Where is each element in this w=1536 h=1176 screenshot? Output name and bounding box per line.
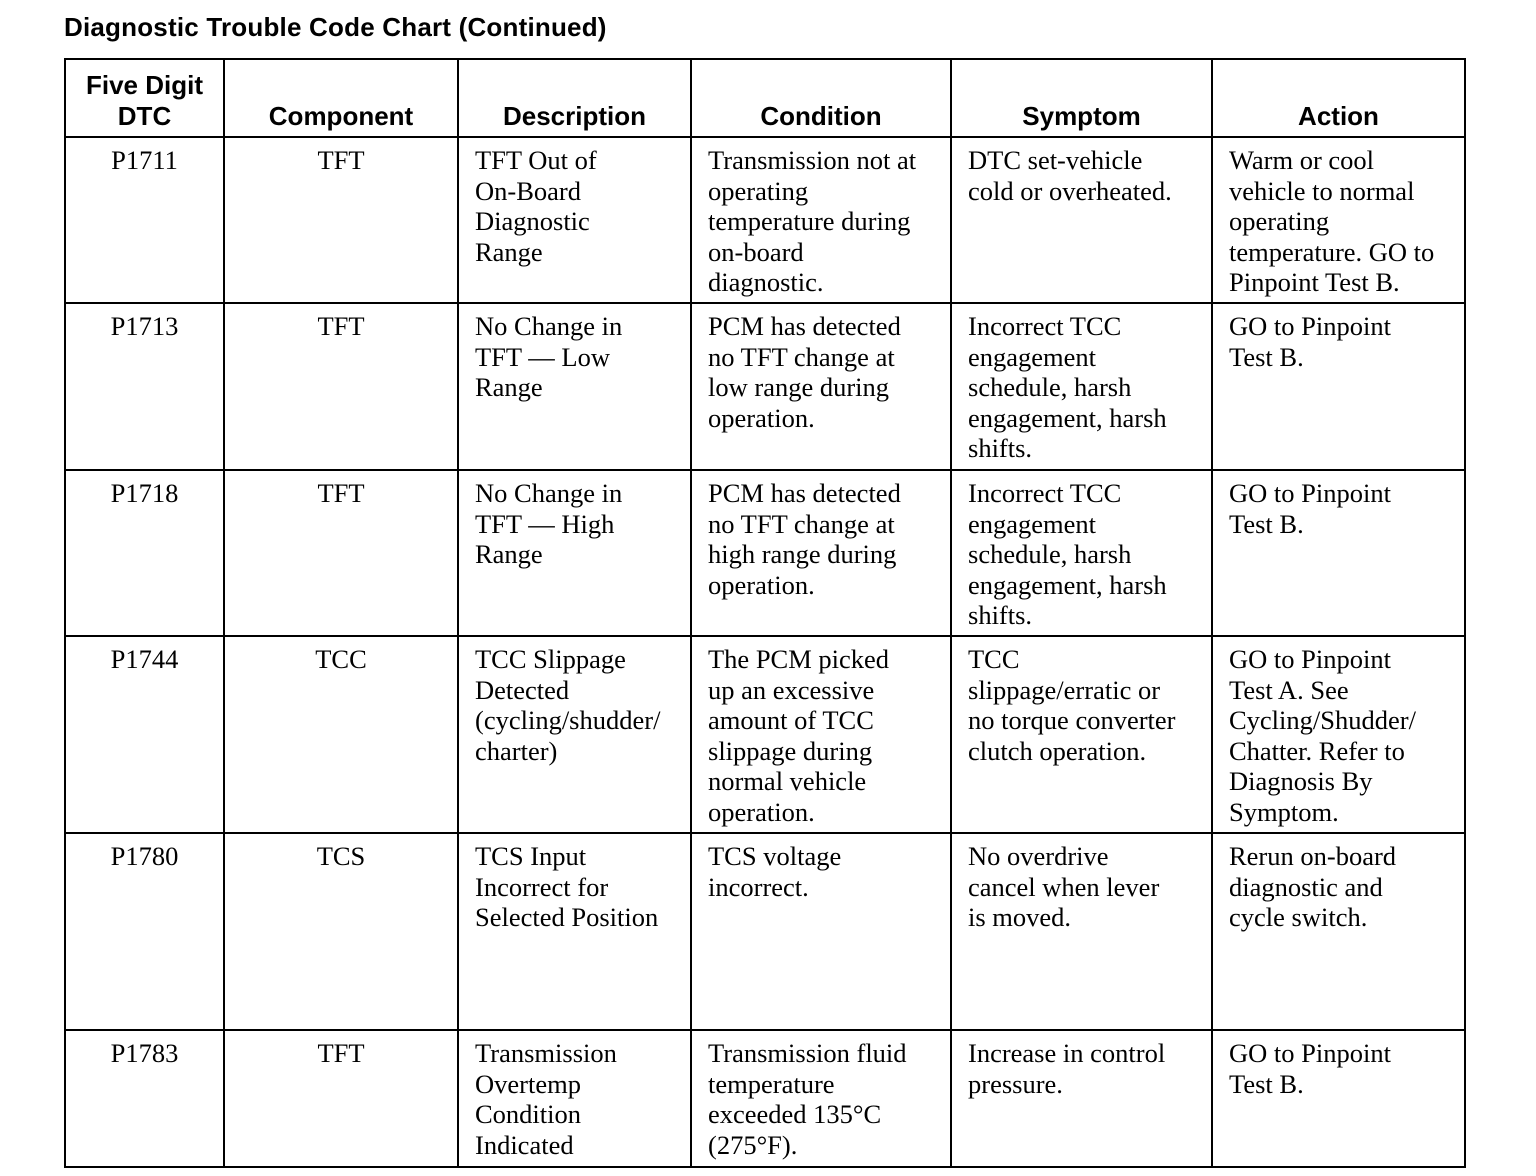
cell-text-line: charter) [475, 735, 558, 766]
cell-text-line: PCM has detected [708, 478, 901, 508]
cell-text-line: TCS Input [475, 841, 587, 871]
cell-text-line: normal vehicle [708, 766, 867, 797]
header-symptom-label: Symptom [1022, 101, 1141, 131]
component-value: TFT [317, 311, 365, 341]
cell-text-line: GO to Pinpoint [1229, 1038, 1391, 1068]
dtc-code: P1711 [111, 145, 178, 175]
dtc-code-cell [65, 636, 224, 833]
header-condition [691, 59, 951, 137]
cell-text-line: Test B. [1229, 341, 1304, 372]
cell-text-line: Condition [475, 1099, 582, 1130]
cell-text-line: (cycling/shudder/ [475, 705, 661, 736]
cell-text-line: GO to Pinpoint [1229, 311, 1391, 341]
cell-text-line: (275°F). [708, 1129, 798, 1160]
dtc-table-body [65, 137, 1465, 1167]
cell-text-line: operation. [708, 796, 815, 827]
header-dtc-line-1: Five Digit [85, 70, 203, 100]
cell-text-line: Detected [475, 674, 570, 705]
table-row [65, 137, 1465, 303]
cell-text-line: Transmission [475, 1038, 617, 1068]
cell-text-line: TCC Slippage [475, 644, 626, 674]
dtc-table [64, 58, 1466, 1168]
cell-text-line: cold or overheated. [968, 175, 1172, 206]
header-action [1212, 59, 1465, 137]
action-cell [1212, 470, 1465, 636]
cell-text-line: Incorrect TCC [968, 311, 1122, 341]
cell-text-line: No Change in [475, 311, 623, 341]
action-cell [1212, 1030, 1465, 1167]
cell-text-line: Pinpoint Test B. [1229, 267, 1400, 298]
cell-text-line: Incorrect TCC [968, 478, 1122, 508]
description-cell [458, 303, 691, 470]
dtc-code: P1713 [110, 311, 179, 341]
component-value: TFT [317, 1038, 365, 1068]
cell-text-line: operating [708, 175, 809, 206]
cell-text-line: schedule, harsh [968, 372, 1132, 403]
action-cell [1212, 137, 1465, 303]
header-symptom [951, 59, 1212, 137]
cell-text-line: PCM has detected [708, 311, 901, 341]
cell-text-line: Diagnostic [475, 206, 590, 237]
cell-text-line: Chatter. Refer to [1229, 735, 1405, 766]
cell-text-line: TCS voltage [708, 841, 842, 871]
cell-text-line: operation. [708, 569, 815, 600]
cell-text-line: Diagnosis By [1229, 766, 1373, 797]
cell-text-line: operation. [708, 402, 815, 433]
header-action-label: Action [1298, 101, 1379, 131]
cell-text-line: temperature during [708, 206, 911, 237]
table-row [65, 1030, 1465, 1167]
cell-text-line: Range [475, 236, 543, 267]
component-cell [224, 303, 458, 470]
cell-text-line: schedule, harsh [968, 539, 1132, 570]
cell-text-line: Test B. [1229, 1068, 1304, 1099]
condition-cell [691, 470, 951, 636]
page-title: Diagnostic Trouble Code Chart (Continued) [64, 12, 607, 42]
cell-text-line: cancel when lever [968, 871, 1160, 902]
dtc-code: P1783 [110, 1038, 179, 1068]
dtc-code-cell [65, 470, 224, 636]
cell-text-line: Warm or cool [1229, 145, 1375, 175]
cell-text-line: Increase in control [968, 1038, 1166, 1068]
condition-cell [691, 137, 951, 303]
header-description [458, 59, 691, 137]
cell-text-line: temperature [708, 1068, 835, 1099]
cell-text-line: Test B. [1229, 508, 1304, 539]
cell-text-line: slippage during [708, 735, 873, 766]
cell-text-line: low range during [708, 372, 890, 403]
header-component [224, 59, 458, 137]
cell-text-line: Transmission not at [708, 145, 917, 175]
cell-text-line: diagnostic and [1229, 871, 1383, 902]
cell-text-line: Rerun on-board [1229, 841, 1397, 871]
dtc-code-cell [65, 1030, 224, 1167]
cell-text-line: diagnostic. [708, 267, 824, 298]
table-row [65, 833, 1465, 1030]
cell-text-line: engagement, harsh [968, 402, 1167, 433]
action-cell [1212, 303, 1465, 470]
symptom-cell [951, 833, 1212, 1030]
description-cell [458, 470, 691, 636]
cell-text-line: The PCM picked [708, 644, 890, 674]
cell-text-line: TFT Out of [475, 145, 597, 175]
cell-text-line: Selected Position [475, 902, 659, 933]
cell-text-line: slippage/erratic or [968, 674, 1161, 705]
cell-text-line: shifts. [968, 433, 1033, 464]
description-cell [458, 833, 691, 1030]
table-row [65, 303, 1465, 470]
component-value: TFT [317, 145, 365, 175]
cell-text-line: up an excessive [708, 674, 875, 705]
action-cell [1212, 636, 1465, 833]
component-cell [224, 137, 458, 303]
cell-text-line: No overdrive [968, 841, 1109, 871]
cell-text-line: high range during [708, 539, 897, 570]
cell-text-line: clutch operation. [968, 735, 1147, 766]
header-dtc [65, 59, 224, 137]
cell-text-line: TFT — High [475, 508, 615, 539]
cell-text-line: temperature. GO to [1229, 236, 1435, 267]
component-value: TFT [317, 478, 365, 508]
component-value: TCC [315, 644, 367, 674]
description-cell [458, 137, 691, 303]
header-dtc-line-2: DTC [117, 101, 172, 131]
dtc-code-cell [65, 303, 224, 470]
dtc-code: P1744 [110, 644, 179, 674]
cell-text-line: Transmission fluid [708, 1038, 907, 1068]
symptom-cell [951, 137, 1212, 303]
description-cell [458, 636, 691, 833]
component-cell [224, 470, 458, 636]
action-cell [1212, 833, 1465, 1030]
cell-text-line: TCC [968, 644, 1020, 674]
header-condition-label: Condition [760, 101, 882, 131]
cell-text-line: is moved. [968, 902, 1072, 933]
symptom-cell [951, 1030, 1212, 1167]
header-description-label: Description [502, 101, 647, 131]
condition-cell [691, 1030, 951, 1167]
cell-text-line: GO to Pinpoint [1229, 478, 1391, 508]
cell-text-line: cycle switch. [1229, 902, 1368, 933]
component-cell [224, 833, 458, 1030]
cell-text-line: no torque converter [968, 705, 1176, 736]
cell-text-line: shifts. [968, 600, 1033, 631]
cell-text-line: Incorrect for [475, 871, 609, 902]
cell-text-line: on-board [708, 236, 804, 267]
dtc-code-cell [65, 833, 224, 1030]
header-component-label: Component [268, 101, 414, 131]
description-cell [458, 1030, 691, 1167]
dtc-code: P1780 [110, 841, 179, 871]
condition-cell [691, 833, 951, 1030]
condition-cell [691, 303, 951, 470]
condition-cell [691, 636, 951, 833]
cell-text-line: DTC set-vehicle [968, 145, 1143, 175]
cell-text-line: engagement, harsh [968, 569, 1167, 600]
cell-text-line: no TFT change at [708, 508, 895, 539]
cell-text-line: no TFT change at [708, 341, 895, 372]
cell-text-line: Range [475, 372, 543, 403]
cell-text-line: exceeded 135°C [708, 1099, 882, 1130]
cell-text-line: pressure. [968, 1068, 1063, 1099]
header-row [65, 59, 1465, 137]
cell-text-line: engagement [968, 341, 1097, 372]
symptom-cell [951, 636, 1212, 833]
cell-text-line: Cycling/Shudder/ [1229, 705, 1416, 736]
cell-text-line: operating [1229, 206, 1330, 237]
cell-text-line: Symptom. [1229, 796, 1339, 827]
component-value: TCS [316, 841, 366, 871]
component-cell [224, 636, 458, 833]
cell-text-line: GO to Pinpoint [1229, 644, 1391, 674]
cell-text-line: No Change in [475, 478, 623, 508]
cell-text-line: amount of TCC [708, 705, 874, 736]
dtc-code: P1718 [110, 478, 179, 508]
table-row [65, 470, 1465, 636]
symptom-cell [951, 303, 1212, 470]
cell-text-line: engagement [968, 508, 1097, 539]
cell-text-line: Indicated [475, 1129, 574, 1160]
cell-text-line: TFT — Low [475, 341, 610, 372]
cell-text-line: On-Board [475, 175, 581, 206]
cell-text-line: Range [475, 539, 543, 570]
cell-text-line: Test A. See [1229, 674, 1349, 705]
dtc-code-cell [65, 137, 224, 303]
component-cell [224, 1030, 458, 1167]
symptom-cell [951, 470, 1212, 636]
table-row [65, 636, 1465, 833]
cell-text-line: vehicle to normal [1229, 175, 1415, 206]
cell-text-line: Overtemp [475, 1068, 581, 1099]
cell-text-line: incorrect. [708, 871, 809, 902]
